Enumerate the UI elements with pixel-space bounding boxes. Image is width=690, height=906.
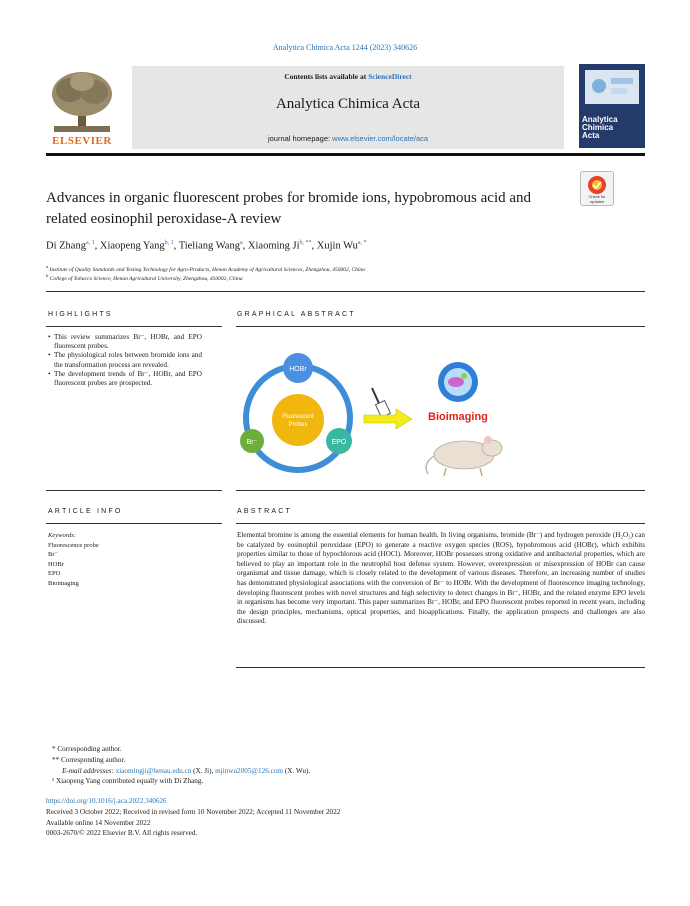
highlight-item: • The physiological roles between bromide ions and the transformation process are revealed. <box>48 351 202 369</box>
center-label: Fluorescent <box>282 414 314 420</box>
section-rule <box>46 523 222 524</box>
corresponding-author-note: * Corresponding author. <box>52 745 122 753</box>
email-link[interactable]: xiaomingji@henau.edu.cn <box>115 766 192 775</box>
author-separator: , <box>242 240 248 252</box>
author-name[interactable]: Di Zhang <box>46 240 86 252</box>
author-affil-mark[interactable]: a, 1 <box>85 240 95 246</box>
keyword: Br⁻ <box>48 551 58 559</box>
section-rule <box>236 667 645 668</box>
corresponding-author-note: ** Corresponding author. <box>52 755 126 764</box>
highlights-heading: HIGHLIGHTS <box>48 311 113 318</box>
section-rule <box>236 523 645 524</box>
epo-label: EPO <box>331 439 347 446</box>
email-link[interactable]: mjinwu2005@126.com <box>215 766 284 775</box>
cover-title-line: Chimica <box>582 123 614 132</box>
equal-contribution-note: ¹ Xiaopeng Yang contributed equally with Di Zhang. <box>52 777 204 786</box>
keyword: HOBr <box>48 560 64 568</box>
journal-title: Analytica Chimica Acta <box>275 96 421 112</box>
homepage-prefix: journal homepage: <box>267 134 333 143</box>
keyword: EPO <box>48 570 61 578</box>
email-label: E-mail addresses: <box>62 766 116 775</box>
section-rule <box>46 291 645 292</box>
center-label: Probes <box>288 422 308 428</box>
highlight-item: • This review summarizes Br⁻, HOBr, and EPO fluorescent probes. <box>48 333 202 351</box>
cover-title-line: Analytica <box>582 115 618 124</box>
author-list <box>46 240 367 252</box>
section-rule <box>236 326 645 327</box>
affiliation <box>46 264 365 273</box>
article-info-heading: ARTICLE INFO <box>48 508 123 515</box>
check-for-updates-button[interactable] <box>580 171 614 206</box>
email-owner: (X. Wu). <box>283 766 311 775</box>
mouse-icon <box>426 436 502 476</box>
affiliation-mark: b <box>46 273 49 278</box>
article-title: Advances in organic fluorescent probes for bromide ions, hypobromous acid and related eosinophil peroxidase-A review <box>46 190 532 227</box>
check-updates-label: Check for updates <box>588 194 606 204</box>
author-affil-mark[interactable]: a, * <box>357 240 367 246</box>
author-affil-mark[interactable]: b, ** <box>299 240 312 246</box>
keywords-block <box>48 531 99 589</box>
cover-title-line: Acta <box>582 131 600 140</box>
publication-info <box>46 796 340 839</box>
graphical-abstract-heading: GRAPHICAL ABSTRACT <box>237 311 356 318</box>
homepage-link[interactable]: www.elsevier.com/locate/aca <box>332 134 429 143</box>
keyword: Bioimaging <box>48 579 79 587</box>
journal-cover-thumbnail[interactable] <box>579 64 645 148</box>
contents-prefix: Contents lists available at <box>284 72 369 81</box>
affiliation-text: College of Tobacco Science, Henan Agricultural University, Zhengzhou, 450002, China <box>49 275 243 282</box>
abstract-text: Elemental bromine is among the essential elements for human health. In living organisms, bromide (Br⁻) and hydrogen peroxide (H₂O₂) can be catalyzed by eosinophil peroxidase (EPO) to generate a reactive oxygen species (ROS), hypobromous acid (HOBr), which exhibits properties similar to those of hypochlorous acid (HOCl). Moreover, HOBr possesses strong oxidative and antibacterial properties, which are believed to play an important role in the neutrophil host defense system. However, overexpression or misexpression of HOBr can cause organismal and tissue damage, which is closely related to the development of various diseases. Therefore, an increasing number of studies has demonstrated physiological associations with the conversion of Br⁻ to HOBr. With the development of fluorescence imaging technology, developing fluorescent probes with novel structures and high selectivity to detect changes in Br⁻, HOBr, and the related enzyme EPO levels in organisms has become very important. This paper summarizes Br⁻, HOBr, and EPO fluorescent probes reported in recent years, including the design principles, mechanisms, optical properties, and bioapplications. Finally, the application prospects and challenges are also discussed. <box>237 531 645 626</box>
br-label: Br⁻ <box>246 439 258 446</box>
received-dates: Received 3 October 2022; Received in revised form 10 November 2022; Accepted 11 November 2022 <box>46 807 341 816</box>
copyright-line: 0003-2670/© 2022 Elsevier B.V. All rights reserved. <box>46 829 198 838</box>
section-rule <box>236 490 645 491</box>
keywords-label: Keywords: <box>48 532 76 539</box>
author-name[interactable]: Tieliang Wang <box>178 240 240 252</box>
highlights-list <box>48 333 202 388</box>
journal-citation[interactable]: Analytica Chimica Acta 1244 (2023) 340626 <box>272 43 418 52</box>
pipette-icon <box>372 388 390 417</box>
author-name[interactable]: Xiaoming Ji <box>247 240 300 252</box>
section-rule <box>46 490 222 491</box>
journal-homepage-line <box>132 134 564 143</box>
section-rule <box>46 326 222 327</box>
highlight-item: • The development trends of Br⁻, HOBr, and EPO fluorescent probes are prospected. <box>48 370 202 388</box>
author-separator: , <box>311 240 317 252</box>
author-separator: , <box>94 240 100 252</box>
sciencedirect-link[interactable]: ScienceDirect <box>368 72 412 81</box>
hobr-label: HOBr <box>289 366 307 373</box>
author-name[interactable]: Xiaopeng Yang <box>99 240 165 252</box>
keyword: Fluorescence probe <box>48 541 99 549</box>
center-node <box>272 394 324 446</box>
affiliation <box>46 273 243 282</box>
author-name[interactable]: Xujin Wu <box>316 240 358 252</box>
author-separator: , <box>173 240 179 252</box>
affiliation-text: Institute of Quality Standards and Testing Technology for Agro-Products, Henan Academy of Agricultural Sciences, Zhengzhou, 450002, China <box>49 266 365 273</box>
bioimaging-scan-icon <box>438 362 478 402</box>
email-owner: (X. Ji), <box>191 766 216 775</box>
email-line <box>52 766 310 777</box>
available-online-date: Available online 14 November 2022 <box>46 818 151 827</box>
check-updates-icon <box>581 174 613 196</box>
elsevier-wordmark: ELSEVIER <box>52 135 112 147</box>
header-rule <box>46 153 645 156</box>
author-affil-mark[interactable]: b, 1 <box>164 240 174 246</box>
contents-lists-line <box>132 72 564 81</box>
bioimaging-label: Bioimaging <box>428 411 488 423</box>
footnotes <box>52 744 310 787</box>
doi-link[interactable]: https://doi.org/10.1016/j.aca.2022.340626 <box>46 797 167 805</box>
author-affil-mark[interactable]: a <box>239 240 243 246</box>
affiliation-mark: a <box>46 264 49 269</box>
abstract-heading: ABSTRACT <box>237 508 292 515</box>
